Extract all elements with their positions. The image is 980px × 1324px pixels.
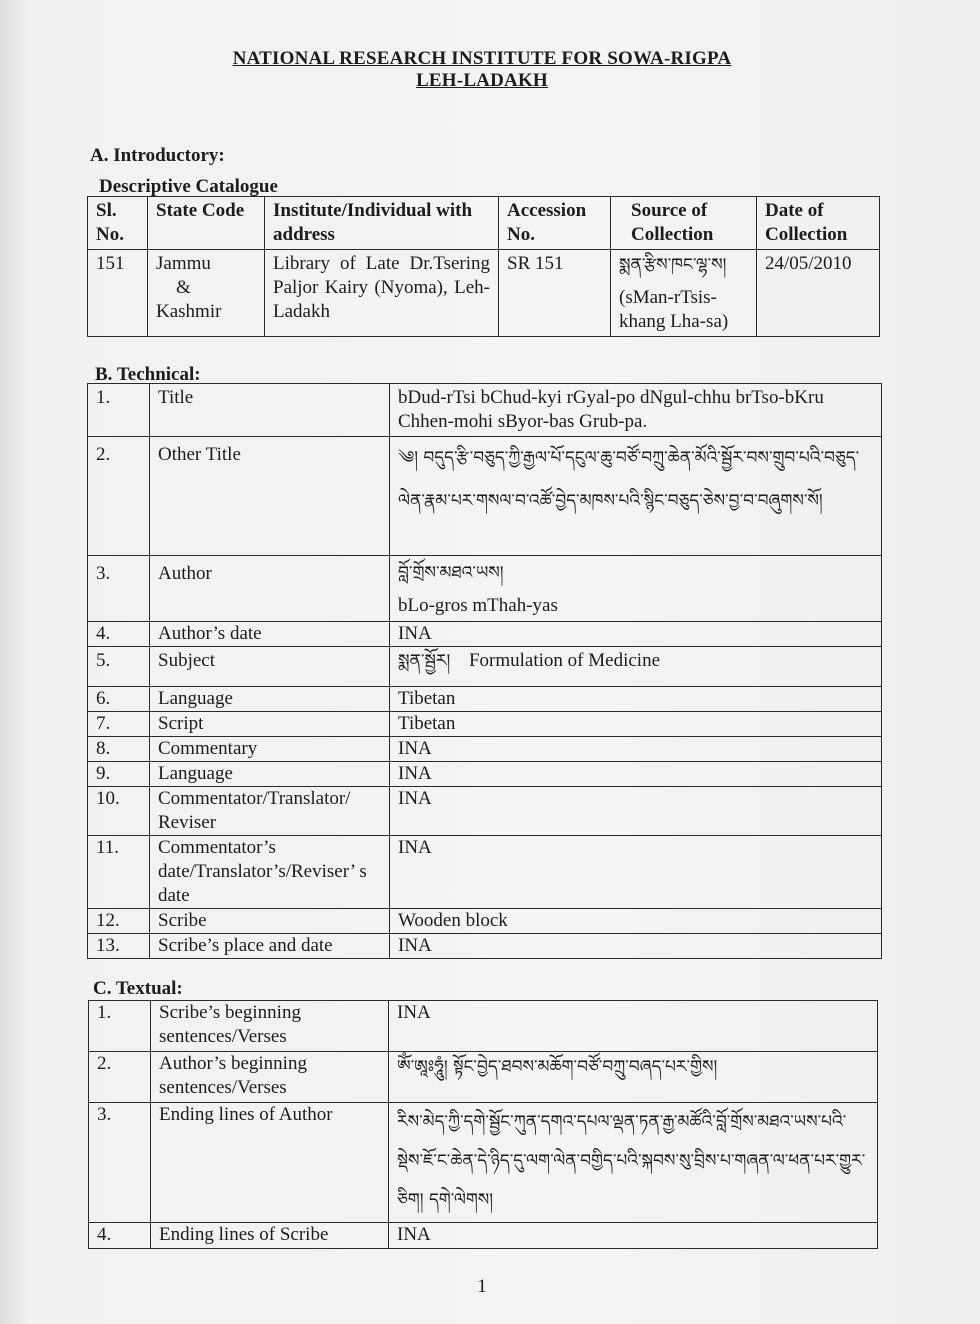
row-value: Wooden block — [390, 909, 882, 934]
row-value-tibetan: རིས་མེད་ཀྱི་དགེ་སྦྱོང་ཀུན་དགའ་དཔལ་ལྡན་ཏན་རྒྱ་མཚོའི་བློ་གྲོས་མཐའ་ཡས་པའི་སྡེས་ཇོ་ང་ཆེན་དེ་ཉིད་དུ་ལག་ལེན་བགྱིད་པའི་སྐབས་སུ་བྲིས་པ་གཞན་ལ་ཕན་པར་གྱུར་ཅིག། དགེ་ལེགས། — [389, 1103, 878, 1223]
technical-table — [87, 383, 882, 959]
row-number: 1. — [89, 1001, 151, 1052]
table-row — [88, 384, 882, 437]
table-row — [89, 1103, 878, 1223]
row-label: Author’s beginning sentences/Verses — [151, 1052, 389, 1103]
section-b-title: B. Technical: — [95, 364, 201, 385]
row-number: 7. — [88, 712, 150, 737]
row-value — [390, 647, 882, 687]
table-row — [88, 934, 882, 959]
row-label: Title — [150, 384, 390, 437]
table-row — [88, 737, 882, 762]
table-row — [88, 836, 882, 909]
row-label: Script — [150, 712, 390, 737]
author-tibetan: བློ་གྲོས་མཐའ་ཡས། — [398, 563, 504, 583]
table-row — [88, 909, 882, 934]
state-line: Kashmir — [156, 301, 222, 322]
row-number: 1. — [88, 384, 150, 437]
row-value: Tibetan — [390, 687, 882, 712]
textual-table — [88, 1000, 878, 1249]
table-row — [88, 250, 880, 337]
table-row — [88, 622, 882, 647]
cell-state-code — [148, 250, 265, 337]
row-value — [390, 556, 882, 622]
row-number: 13. — [88, 934, 150, 959]
row-label: Other Title — [150, 437, 390, 556]
row-value: INA — [390, 934, 882, 959]
row-number: 2. — [89, 1052, 151, 1103]
table-row — [88, 712, 882, 737]
table-row — [88, 787, 882, 836]
author-latin: bLo-gros mThah-yas — [398, 595, 558, 616]
state-line: & — [176, 277, 191, 298]
row-label: Ending lines of Author — [151, 1103, 389, 1223]
table-row — [88, 556, 882, 622]
row-number: 3. — [89, 1103, 151, 1223]
row-value: Tibetan — [390, 712, 882, 737]
row-number: 4. — [88, 622, 150, 647]
row-value: INA — [389, 1223, 878, 1249]
cell-institute: Library of Late Dr.Tsering Paljor Kairy (Nyoma), Leh-Ladakh — [265, 250, 499, 337]
section-a-title: A. Introductory: — [90, 145, 225, 166]
col-date: Date of Collection — [757, 197, 880, 250]
row-value-tibetan: ༄། བདུད་རྩི་བཅུད་ཀྱི་རྒྱལ་པོ་དངུལ་ཆུ་བཙོ་བཀྲུ་ཆེན་མོའི་སྦྱོར་བས་གྲུབ་པའི་བཅུད་ལེན་རྣམ་པར་གསལ་བ་འཚོ་བྱེད་མཁས་པའི་སྙིང་བཅུད་ཅེས་བྱ་བ་བཞུགས་སོ། — [390, 437, 882, 556]
institute-location: LEH-LADAKH — [416, 70, 548, 91]
row-label: Author — [150, 556, 390, 622]
row-label: Ending lines of Scribe — [151, 1223, 389, 1249]
row-label: Commentary — [150, 737, 390, 762]
row-label: Language — [150, 687, 390, 712]
row-value-tibetan: ཨོཾ་ཨཱཿཧཱུཾ། སྟོང་བྱེད་ཐབས་མཆོག་བཙོ་བཀྲུ་བཞད་པར་གྱིས། — [389, 1052, 878, 1103]
col-source: Source of Collection — [611, 197, 757, 250]
row-value: INA — [389, 1001, 878, 1052]
subject-tibetan: སྨན་སྦྱོར། — [398, 651, 451, 671]
row-label: Scribe — [150, 909, 390, 934]
subject-latin: Formulation of Medicine — [468, 650, 661, 671]
institute-title: NATIONAL RESEARCH INSTITUTE FOR SOWA-RIGPA — [232, 48, 732, 69]
row-number: 12. — [88, 909, 150, 934]
row-value: bDud-rTsi bChud-kyi rGyal-po dNgul-chhu brTso-bKru Chhen-mohi sByor-bas Grub-pa. — [390, 384, 882, 437]
cell-accession: SR 151 — [499, 250, 611, 337]
row-label: Subject — [150, 647, 390, 687]
col-sl-no: Sl. No. — [88, 197, 148, 250]
table-row — [88, 687, 882, 712]
row-value: INA — [390, 836, 882, 909]
col-accession: Accession No. — [499, 197, 611, 250]
row-value: INA — [390, 787, 882, 836]
section-a-subtitle: Descriptive Catalogue — [99, 176, 278, 197]
row-number: 6. — [88, 687, 150, 712]
row-number: 4. — [89, 1223, 151, 1249]
row-number: 9. — [88, 762, 150, 787]
row-label: Commentator/Translator/ Reviser — [150, 787, 390, 836]
section-c-title: C. Textual: — [93, 978, 183, 999]
page-number: 1 — [477, 1276, 487, 1297]
row-label: Scribe’s beginning sentences/Verses — [151, 1001, 389, 1052]
source-tibetan: སྨན་རྩིས་ཁང་ལྷ་ས། — [619, 255, 727, 275]
table-row — [89, 1001, 878, 1052]
table-row — [88, 762, 882, 787]
table-header-row — [88, 197, 880, 250]
row-value: INA — [390, 762, 882, 787]
row-label: Language — [150, 762, 390, 787]
cell-sl-no: 151 — [88, 250, 148, 337]
row-number: 2. — [88, 437, 150, 556]
row-label: Commentator’s date/Translator’s/Reviser’ s date — [150, 836, 390, 909]
source-latin: (sMan-rTsis-khang Lha-sa) — [619, 287, 729, 332]
row-label: Scribe’s place and date — [150, 934, 390, 959]
cell-date: 24/05/2010 — [757, 250, 880, 337]
row-value: INA — [390, 737, 882, 762]
row-number: 3. — [88, 556, 150, 622]
state-line: Jammu — [156, 253, 211, 274]
col-institute: Institute/Individual with address — [265, 197, 499, 250]
row-number: 8. — [88, 737, 150, 762]
row-number: 10. — [88, 787, 150, 836]
row-number: 11. — [88, 836, 150, 909]
row-label: Author’s date — [150, 622, 390, 647]
table-row — [89, 1223, 878, 1249]
col-state-code: State Code — [148, 197, 265, 250]
row-value: INA — [390, 622, 882, 647]
descriptive-catalogue-table — [87, 196, 880, 337]
table-row — [89, 1052, 878, 1103]
table-row — [88, 437, 882, 556]
row-number: 5. — [88, 647, 150, 687]
table-row — [88, 647, 882, 687]
cell-source — [611, 250, 757, 337]
